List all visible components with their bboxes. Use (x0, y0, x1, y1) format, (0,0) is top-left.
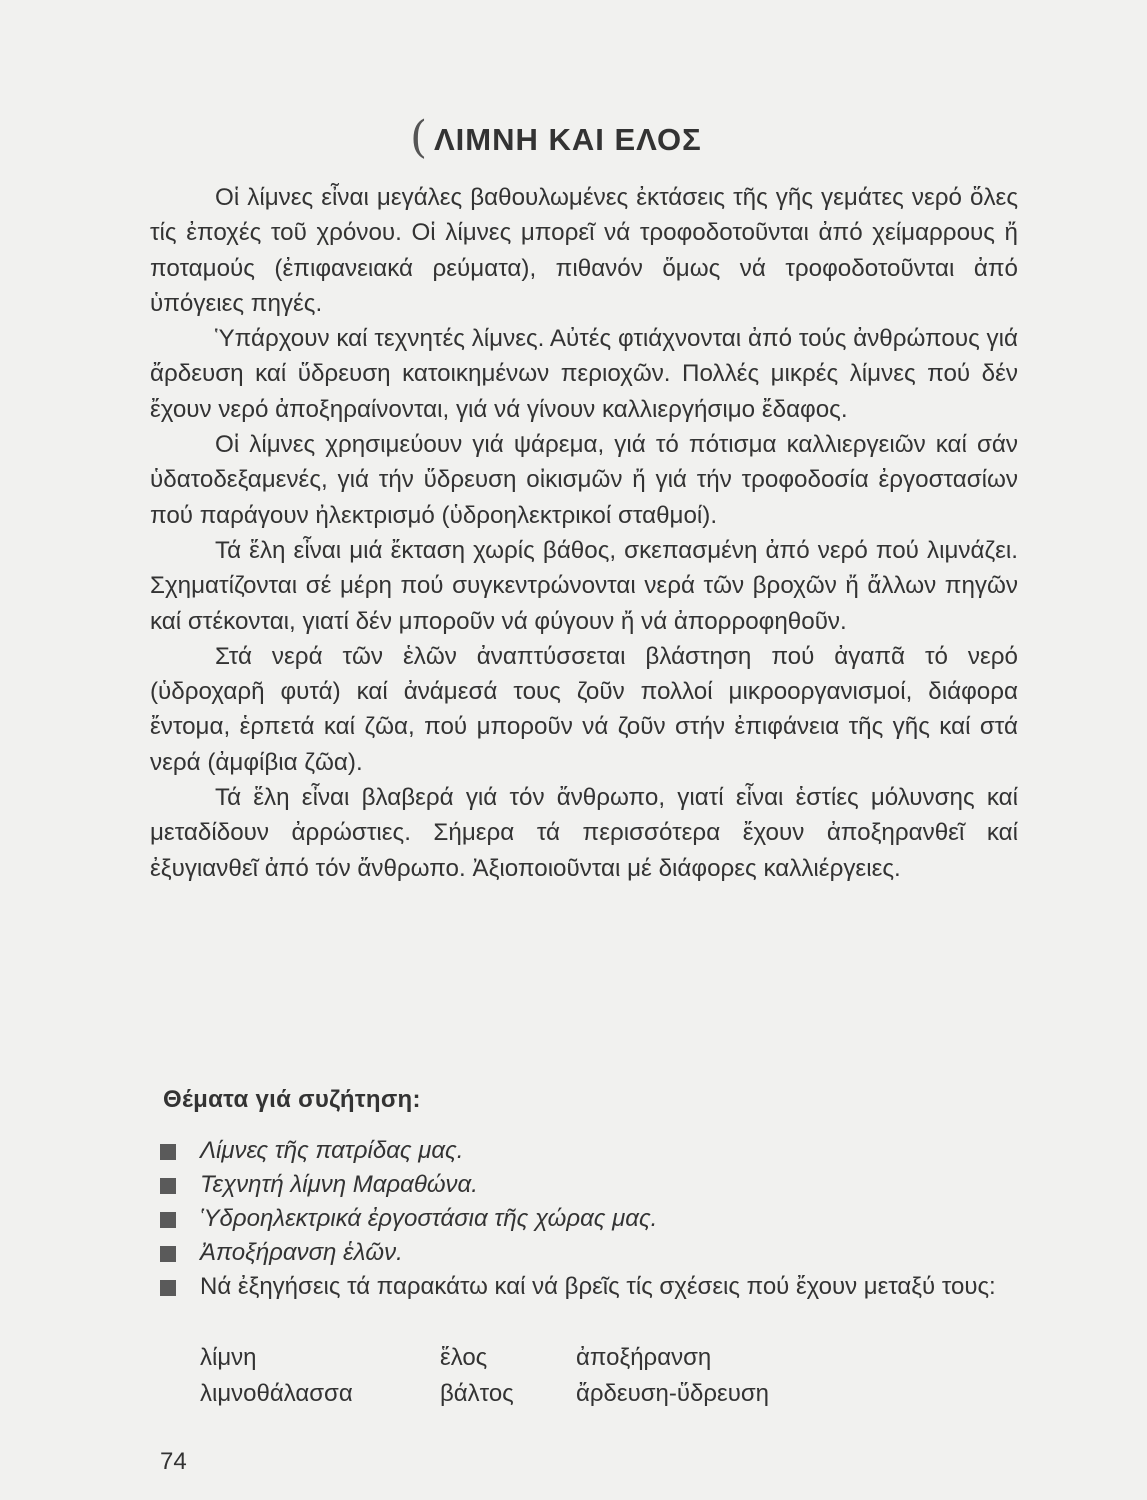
paragraph: Οἱ λίμνες χρησιμεύουν γιά ψάρεμα, γιά τό πότισμα καλλιεργειῶν καί σάν ὑδατοδεξαμενές, γιά τήν ὕδρευση οἰκισμῶν ἤ γιά τήν τροφοδοσία ἐργοστασίων πού παράγουν ἠλεκτρισμό (ὑδροηλεκτρικοί σταθμοί). (150, 431, 1018, 529)
term-cell: βάλτος (440, 1380, 514, 1407)
table-row (200, 1340, 787, 1376)
handwritten-mark: ( (410, 112, 428, 163)
terms-table (200, 1340, 787, 1412)
square-bullet-icon (160, 1280, 176, 1296)
list-item (160, 1134, 1040, 1168)
topics-list (160, 1134, 1040, 1304)
term-cell: λιμνοθάλασσα (200, 1380, 353, 1407)
list-item (160, 1236, 1040, 1270)
list-item-text: Λίμνες τῆς πατρίδας μας. (200, 1137, 464, 1164)
list-item-text: Ἀποξήρανση ἑλῶν. (200, 1239, 403, 1266)
page-number: 74 (160, 1448, 187, 1475)
term-cell: ἀποξήρανση (576, 1344, 712, 1371)
paragraph: Τά ἕλη εἶναι μιά ἔκταση χωρίς βάθος, σκεπασμένη ἀπό νερό πού λιμνάζει. Σχηματίζονται σέ μέρη πού συγκεντρώνονται νερά τῶν βροχῶν ἤ ἄλλων πηγῶν καί στέκονται, γιατί δέν μποροῦν νά φύγουν ἤ νά ἀπορροφηθοῦν. (150, 536, 1018, 635)
list-item (160, 1270, 1040, 1304)
term-cell: ἄρδευση-ὕδρευση (576, 1380, 769, 1407)
paragraph: Στά νερά τῶν ἑλῶν ἀναπτύσσεται βλάστηση πού ἀγαπᾶ τό νερό (ὑδροχαρῆ φυτά) καί ἀνάμεσά τους ζοῦν πολλοί μικροοργανισμοί, διάφορα ἔντομα, ἑρπετά καί ζῶα, πού μποροῦν νά ζοῦν στήν ἐπιφάνεια τῆς γῆς καί στά νερά (ἀμφίβια ζῶα). (150, 642, 1018, 776)
square-bullet-icon (160, 1212, 176, 1228)
list-item-text: Ὑδροηλεκτρικά ἐργοστάσια τῆς χώρας μας. (200, 1205, 658, 1232)
topics-heading: Θέματα γιά συζήτηση: (163, 1086, 421, 1113)
list-item (160, 1202, 1040, 1236)
square-bullet-icon (160, 1246, 176, 1262)
page-title: ΛΙΜΝΗ ΚΑΙ ΕΛΟΣ (434, 122, 702, 157)
paragraph: Ὑπάρχουν καί τεχνητές λίμνες. Αὐτές φτιάχνονται ἀπό τούς ἀνθρώπους γιά ἄρδευση καί ὕδρευση κατοικημένων περιοχῶν. Πολλές μικρές λίμνες πού δέν ἔχουν νερό ἀποξηραίνονται, γιά νά γίνουν καλλιεργήσιμο ἔδαφος. (150, 325, 1018, 423)
paragraph: Τά ἕλη εἶναι βλαβερά γιά τόν ἄνθρωπο, γιατί εἶναι ἑστίες μόλυνσης καί μεταδίδουν ἀρρώστιες. Σήμερα τά περισσότερα ἔχουν ἀποξηρανθεῖ καί ἐξυγιανθεῖ ἀπό τόν ἄνθρωπο. Ἀξιοποιοῦνται μέ διάφορες καλλιέργειες. (150, 784, 1018, 882)
term-cell: λίμνη (200, 1344, 257, 1371)
square-bullet-icon (160, 1178, 176, 1194)
body-text (150, 180, 1018, 886)
list-item (160, 1168, 1040, 1202)
list-item-text: Τεχνητή λίμνη Μαραθώνα. (200, 1171, 478, 1198)
term-cell: ἕλος (440, 1344, 488, 1371)
table-row (200, 1376, 787, 1412)
square-bullet-icon (160, 1144, 176, 1160)
paragraph: Οἱ λίμνες εἶναι μεγάλες βαθουλωμένες ἐκτάσεις τῆς γῆς γεμάτες νερό ὅλες τίς ἐποχές τοῦ χρόνου. Οἱ λίμνες μπορεῖ νά τροφοδοτοῦνται ἀπό χείμαρρους ἤ ποταμούς (ἐπιφανειακά ρεύματα), πιθανόν ὅμως νά τροφοδοτοῦνται ἀπό ὑπόγειες πηγές. (150, 184, 1018, 317)
list-item-text: Νά ἐξηγήσεις τά παρακάτω καί νά βρεῖς τίς σχέσεις πού ἔχουν μεταξύ τους: (200, 1273, 996, 1300)
